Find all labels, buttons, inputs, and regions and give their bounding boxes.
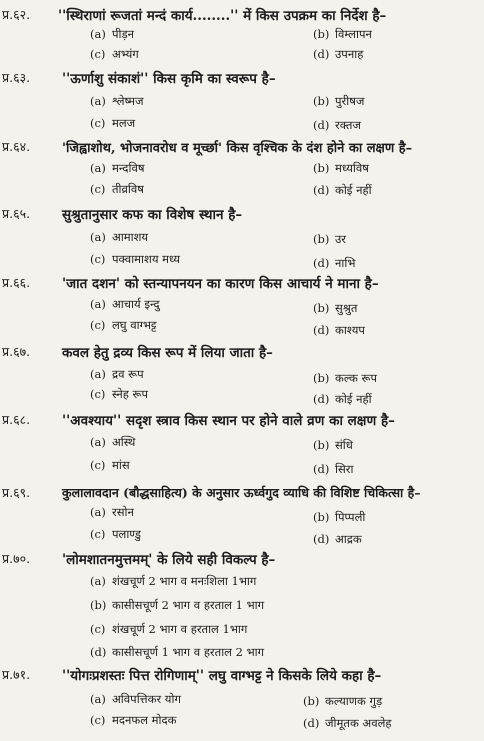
option-d xyxy=(313,462,353,477)
question-number: प्र.६७. xyxy=(2,344,31,359)
question-text: कवल हेतु द्रव्य किस रूप में लिया जाता है– xyxy=(62,345,273,361)
option-b xyxy=(313,438,353,453)
option-text: तीव्रविष xyxy=(112,182,144,196)
option-label: (b) xyxy=(313,161,330,175)
option-b xyxy=(313,94,364,109)
option-text: पुरीषज xyxy=(335,94,365,108)
option-a xyxy=(90,27,134,42)
question-text: 'जिह्वाशोथ, भोजनावरोध व मूर्च्छा' किस वृश्चिक के दंश होने का लक्षण है– xyxy=(62,141,413,156)
option-label: (c) xyxy=(90,387,106,401)
option-c xyxy=(90,458,130,473)
option-a xyxy=(90,297,160,312)
option-text: पक्वामाशय मध्य xyxy=(112,252,181,266)
option-label: (c) xyxy=(90,182,106,196)
option-text: उर xyxy=(335,232,347,246)
option-label: (b) xyxy=(313,371,330,385)
question-number: प्र.६५. xyxy=(2,206,31,221)
option-b xyxy=(313,510,365,525)
option-text: पलाण्डु xyxy=(112,527,141,541)
option-b xyxy=(313,301,357,316)
option-b xyxy=(90,598,264,613)
option-label: (d) xyxy=(90,645,107,659)
option-text: लघु वाग्भट्ट xyxy=(112,318,157,332)
option-d xyxy=(303,716,392,731)
option-label: (d) xyxy=(313,256,330,270)
option-c xyxy=(90,47,139,62)
option-text: जीमूतक अवलेह xyxy=(325,716,392,730)
option-label: (d) xyxy=(303,716,320,730)
option-label: (c) xyxy=(90,713,106,727)
option-a xyxy=(90,94,144,109)
option-b xyxy=(313,161,369,176)
question-text: 'जात दशन' को स्तन्यापनयन का कारण किस आचार्य ने माना है– xyxy=(62,276,379,292)
question-number: प्र.६४. xyxy=(2,139,31,154)
option-label: (b) xyxy=(313,301,330,315)
option-a xyxy=(90,574,256,589)
option-label: (a) xyxy=(90,161,106,175)
option-text: शंखचूर्ण 2 भाग व मनःशिला 1भाग xyxy=(112,574,257,588)
option-a xyxy=(90,505,134,520)
option-text: विम्लापन xyxy=(335,27,372,41)
option-a xyxy=(90,230,148,245)
option-d xyxy=(313,47,363,62)
option-label: (d) xyxy=(313,462,330,476)
option-label: (b) xyxy=(313,510,330,524)
option-text: मन्दविष xyxy=(112,161,145,175)
option-text: कोई नहीं xyxy=(335,392,372,406)
option-label: (a) xyxy=(90,27,106,41)
option-label: (b) xyxy=(303,694,320,708)
option-a xyxy=(90,161,145,176)
option-label: (b) xyxy=(313,438,330,452)
option-text: शंखचूर्ण 2 भाग व हरताल 1भाग xyxy=(112,622,248,636)
option-b xyxy=(313,371,377,386)
option-text: पिप्पली xyxy=(335,510,366,524)
option-text: अविपत्तिकर योग xyxy=(112,692,181,706)
option-b xyxy=(313,27,372,42)
option-text: कल्याणक गुड़ xyxy=(325,694,383,708)
option-c xyxy=(90,713,176,728)
option-text: मांस xyxy=(112,458,130,472)
option-label: (a) xyxy=(90,94,106,108)
option-text: अस्थि xyxy=(112,435,136,449)
question-text: ''स्थिराणां रूजतां मन्दं कार्य........'' में किस उपक्रम का निर्देश है– xyxy=(58,8,387,24)
option-label: (a) xyxy=(90,505,106,519)
option-label: (d) xyxy=(313,323,330,337)
option-c xyxy=(90,116,135,131)
option-label: (c) xyxy=(90,116,106,130)
option-text: स्नेह रूप xyxy=(112,387,149,401)
option-d xyxy=(313,323,365,338)
option-label: (a) xyxy=(90,230,106,244)
question-text: ''अवश्याय'' सदृश स्त्राव किस स्थान पर होने वाले व्रण का लक्षण है– xyxy=(62,413,395,429)
option-label: (a) xyxy=(90,574,106,588)
option-label: (c) xyxy=(90,318,106,332)
option-text: कासीसचूर्ण 1 भाग व हरताल 2 भाग xyxy=(112,645,265,659)
option-text: पीड़न xyxy=(112,27,135,41)
option-c xyxy=(90,318,157,333)
option-label: (a) xyxy=(90,435,106,449)
option-label: (a) xyxy=(90,367,106,381)
option-a xyxy=(90,692,181,707)
option-text: आद्रक xyxy=(335,532,362,546)
option-text: श्लेष्मज xyxy=(112,94,144,108)
option-text: कासीसचूर्ण 2 भाग व हरताल 1 भाग xyxy=(112,598,265,612)
question-number: प्र.६३. xyxy=(2,70,31,85)
question-text: कुलालावदान (बौद्धसाहित्य) के अनुसार ऊर्ध्वगुद व्याधि की विशिष्ट चिकित्सा है– xyxy=(62,485,421,500)
option-text: सिरा xyxy=(335,462,354,476)
option-label: (c) xyxy=(90,458,106,472)
option-text: आचार्य इन्दु xyxy=(112,297,160,311)
option-b xyxy=(313,232,346,247)
option-text: अभ्यंग xyxy=(112,47,139,61)
option-label: (a) xyxy=(90,692,106,706)
option-d xyxy=(313,532,362,547)
option-label: (d) xyxy=(313,392,330,406)
option-c xyxy=(90,252,180,267)
option-text: रक्तज xyxy=(335,118,361,132)
option-text: नाभि xyxy=(335,256,356,270)
option-label: (b) xyxy=(313,232,330,246)
option-label: (d) xyxy=(313,47,330,61)
option-text: कोई नहीं xyxy=(335,183,372,197)
question-number: प्र.७१. xyxy=(2,667,31,682)
option-text: द्रव रूप xyxy=(112,367,144,381)
option-text: मलज xyxy=(112,116,136,130)
option-text: काश्यप xyxy=(335,323,365,337)
question-number: प्र.६९. xyxy=(2,485,31,500)
option-d xyxy=(313,256,355,271)
option-text: कल्क रूप xyxy=(335,371,377,385)
option-text: मध्यविष xyxy=(335,161,369,175)
option-label: (b) xyxy=(313,27,330,41)
option-label: (c) xyxy=(90,527,106,541)
question-text: सुश्रुतानुसार कफ का विशेष स्थान है– xyxy=(62,207,243,223)
option-c xyxy=(90,527,141,542)
option-text: आमाशय xyxy=(112,230,149,244)
option-text: उपनाह xyxy=(335,47,364,61)
option-label: (c) xyxy=(90,622,106,636)
option-c xyxy=(90,182,144,197)
option-text: मदनफल मोदक xyxy=(112,713,177,727)
option-d xyxy=(313,183,372,198)
option-text: संधि xyxy=(335,438,353,452)
option-label: (d) xyxy=(313,532,330,546)
question-text: 'लोमशातनमुत्तमम्' के लिये सही विकल्प है– xyxy=(62,552,276,568)
question-number: प्र.७०. xyxy=(2,551,31,566)
option-label: (c) xyxy=(90,47,106,61)
option-label: (b) xyxy=(313,94,330,108)
option-label: (b) xyxy=(90,598,107,612)
question-text: ''ऊर्णाशु संकाशं'' किस कृमि का स्वरूप है– xyxy=(62,71,276,87)
option-label: (a) xyxy=(90,297,106,311)
option-d xyxy=(90,645,264,660)
option-c xyxy=(90,387,148,402)
option-c xyxy=(90,622,247,637)
option-label: (c) xyxy=(90,252,106,266)
question-number: प्र.६२. xyxy=(2,7,31,22)
option-b xyxy=(303,694,382,709)
option-d xyxy=(313,118,361,133)
option-text: रसोन xyxy=(112,505,134,519)
option-label: (d) xyxy=(313,118,330,132)
option-a xyxy=(90,367,144,382)
option-label: (d) xyxy=(313,183,330,197)
option-a xyxy=(90,435,135,450)
question-text: ''योगःप्रशस्तः पित्त रोगिणाम्'' लघु वाग्भट्ट ने किसके लिये कहा है– xyxy=(62,668,382,684)
question-number: प्र.६८. xyxy=(2,412,31,427)
option-text: सुश्रुत xyxy=(335,301,358,315)
option-d xyxy=(313,392,372,407)
question-number: प्र.६६. xyxy=(2,275,31,290)
